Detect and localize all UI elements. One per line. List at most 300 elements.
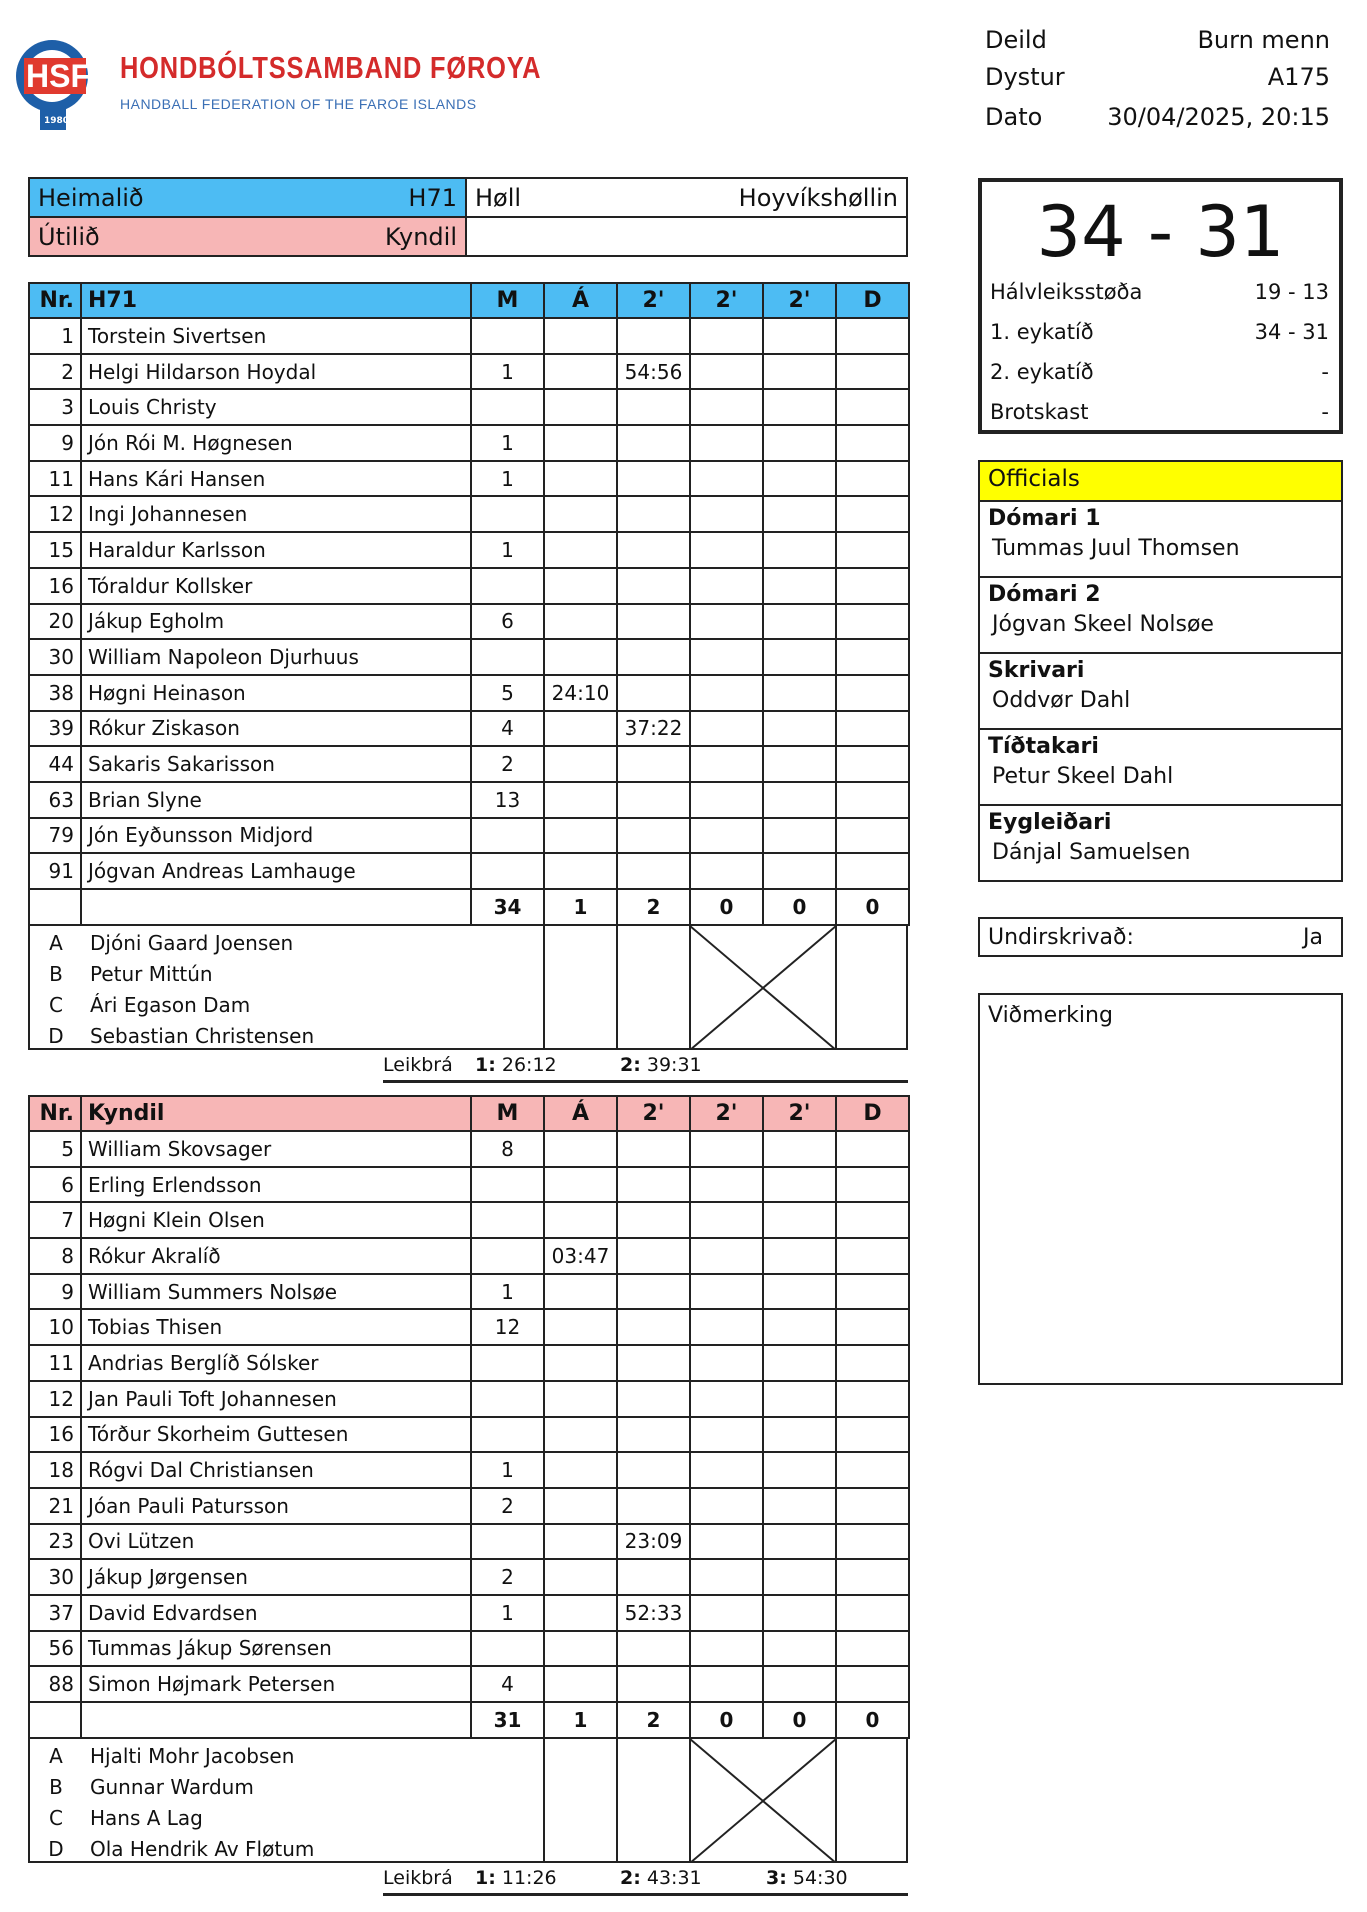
official-name: Tummas Juul Thomsen: [992, 536, 1240, 561]
player-name: Sakaris Sakarisson: [81, 746, 471, 782]
player-nr: 91: [29, 853, 81, 889]
dystur-value: A175: [1267, 63, 1330, 91]
table-row: [29, 1595, 909, 1631]
player-2min-1: [617, 1452, 690, 1488]
table-row: [29, 1666, 909, 1702]
player-disq: [836, 568, 909, 604]
timeout-number: 3:: [766, 1866, 787, 1889]
player-name: Helgi Hildarson Hoydal: [81, 354, 471, 390]
player-2min-1: [617, 818, 690, 854]
player-disq: [836, 354, 909, 390]
player-warning: [544, 425, 617, 461]
player-warning: [544, 639, 617, 675]
deild-value: Burn menn: [1197, 26, 1330, 54]
meta-dato: [985, 99, 1330, 135]
table-row: [29, 1381, 909, 1417]
player-goals: 6: [471, 604, 544, 640]
home-team-box: [28, 177, 467, 218]
player-2min-2: [690, 711, 763, 747]
player-goals: 4: [471, 1666, 544, 1702]
player-2min-1: [617, 1238, 690, 1274]
player-name: Tórður Skorheim Guttesen: [81, 1417, 471, 1453]
player-warning: [544, 782, 617, 818]
federation-logo: [10, 28, 542, 138]
player-2min-3: [763, 1238, 836, 1274]
player-2min-3: [763, 1309, 836, 1345]
player-goals: [471, 639, 544, 675]
score-row: [982, 392, 1339, 432]
player-disq: [836, 1666, 909, 1702]
player-2min-2: [690, 1524, 763, 1560]
player-2min-2: [690, 354, 763, 390]
player-warning: [544, 1595, 617, 1631]
table-row: [29, 782, 909, 818]
staff-key: A: [49, 1744, 63, 1769]
player-warning: [544, 1381, 617, 1417]
player-warning: [544, 818, 617, 854]
player-2min-2: [690, 1488, 763, 1524]
final-score: 34 - 31: [1036, 191, 1285, 273]
player-name: Tummas Jákup Sørensen: [81, 1631, 471, 1667]
player-2min-1: [617, 389, 690, 425]
table-row: [29, 675, 909, 711]
player-2min-2: [690, 1559, 763, 1595]
player-name: Rókur Ziskason: [81, 711, 471, 747]
player-2min-1: [617, 1309, 690, 1345]
total-cell: 2: [617, 1702, 690, 1738]
dystur-label: Dystur: [985, 63, 1065, 91]
away-team-box: [28, 216, 467, 257]
remark-label: Viðmerking: [988, 1003, 1113, 1028]
staff-row: [30, 1021, 314, 1052]
timeouts-line: [383, 1052, 908, 1083]
player-name: David Edvardsen: [81, 1595, 471, 1631]
table-row: [29, 639, 909, 675]
player-warning: [544, 604, 617, 640]
staff-name: Hjalti Mohr Jacobsen: [90, 1744, 295, 1769]
player-nr: 30: [29, 1559, 81, 1595]
col-2min-2: 2': [690, 283, 763, 318]
player-goals: [471, 1381, 544, 1417]
total-cell: 0: [763, 1702, 836, 1738]
dato-value: 30/04/2025, 20:15: [1107, 103, 1330, 131]
total-cell: 0: [836, 1702, 909, 1738]
player-name: Louis Christy: [81, 389, 471, 425]
player-goals: [471, 1167, 544, 1203]
player-disq: [836, 746, 909, 782]
player-name: Jákup Jørgensen: [81, 1559, 471, 1595]
player-2min-3: [763, 496, 836, 532]
staff-key: B: [49, 962, 63, 987]
player-goals: 2: [471, 746, 544, 782]
staff-name: Gunnar Wardum: [90, 1775, 254, 1800]
player-warning: [544, 532, 617, 568]
cross-box-icon: [690, 926, 836, 1050]
player-warning: [544, 354, 617, 390]
timeout-number: 1:: [475, 1866, 496, 1889]
player-nr: 10: [29, 1309, 81, 1345]
player-warning: [544, 1559, 617, 1595]
player-goals: [471, 568, 544, 604]
player-2min-1: [617, 1345, 690, 1381]
player-goals: 1: [471, 461, 544, 497]
table-row: [29, 1452, 909, 1488]
player-2min-2: [690, 782, 763, 818]
player-2min-2: [690, 568, 763, 604]
player-disq: [836, 1488, 909, 1524]
player-2min-3: [763, 1202, 836, 1238]
player-2min-3: [763, 1524, 836, 1560]
officials-header: Officials: [978, 460, 1343, 502]
player-goals: 8: [471, 1131, 544, 1167]
staff-name: Djóni Gaard Joensen: [90, 931, 294, 956]
timeout-time: 43:31: [646, 1866, 702, 1889]
player-2min-3: [763, 1452, 836, 1488]
player-2min-2: [690, 1131, 763, 1167]
player-2min-1: 54:56: [617, 354, 690, 390]
player-disq: [836, 1452, 909, 1488]
official-name: Petur Skeel Dahl: [992, 764, 1174, 789]
player-disq: [836, 1309, 909, 1345]
player-nr: 9: [29, 1274, 81, 1310]
table-row: [29, 1417, 909, 1453]
staff-key: A: [49, 931, 63, 956]
player-warning: [544, 1309, 617, 1345]
player-goals: 12: [471, 1309, 544, 1345]
player-2min-2: [690, 1595, 763, 1631]
table-header: [29, 1096, 909, 1131]
player-2min-3: [763, 1631, 836, 1667]
player-disq: [836, 1524, 909, 1560]
score-row-value: -: [1321, 360, 1329, 384]
player-goals: [471, 389, 544, 425]
player-2min-2: [690, 425, 763, 461]
player-name: William Summers Nolsøe: [81, 1274, 471, 1310]
table-row: [29, 1131, 909, 1167]
staff-key: C: [49, 1806, 63, 1831]
player-disq: [836, 675, 909, 711]
staff-row: [30, 1803, 203, 1834]
player-disq: [836, 1274, 909, 1310]
player-2min-1: [617, 1274, 690, 1310]
player-disq: [836, 1345, 909, 1381]
player-warning: [544, 568, 617, 604]
table-row: [29, 1309, 909, 1345]
player-warning: [544, 1417, 617, 1453]
staff-key: D: [48, 1024, 64, 1049]
player-name: Jan Pauli Toft Johannesen: [81, 1381, 471, 1417]
table-row: [29, 604, 909, 640]
total-cell: 1: [544, 889, 617, 925]
player-goals: 13: [471, 782, 544, 818]
player-2min-3: [763, 568, 836, 604]
player-2min-1: [617, 532, 690, 568]
staff-name: Ola Hendrik Av Fløtum: [90, 1837, 315, 1862]
col-2min-2: 2': [690, 1096, 763, 1131]
player-goals: [471, 1238, 544, 1274]
player-2min-3: [763, 782, 836, 818]
player-disq: [836, 818, 909, 854]
total-cell: 0: [690, 1702, 763, 1738]
player-disq: [836, 1631, 909, 1667]
staff-row: [30, 1772, 254, 1803]
player-goals: [471, 1417, 544, 1453]
player-warning: [544, 1274, 617, 1310]
player-name: Haraldur Karlsson: [81, 532, 471, 568]
timeouts-line: [383, 1865, 908, 1896]
player-2min-1: [617, 496, 690, 532]
player-2min-3: [763, 711, 836, 747]
home-label: Heimalið: [38, 183, 144, 212]
player-goals: 1: [471, 532, 544, 568]
player-disq: [836, 1167, 909, 1203]
player-goals: [471, 1631, 544, 1667]
table-row: [29, 425, 909, 461]
player-2min-2: [690, 532, 763, 568]
player-name: William Napoleon Djurhuus: [81, 639, 471, 675]
player-nr: 37: [29, 1595, 81, 1631]
player-warning: [544, 1666, 617, 1702]
player-name: Hans Kári Hansen: [81, 461, 471, 497]
player-2min-3: [763, 1559, 836, 1595]
col-nr: Nr.: [29, 283, 81, 318]
player-nr: 23: [29, 1524, 81, 1560]
player-2min-3: [763, 354, 836, 390]
player-goals: 1: [471, 1452, 544, 1488]
player-2min-3: [763, 1417, 836, 1453]
player-name: Tobias Thisen: [81, 1309, 471, 1345]
logo-year: 1980: [44, 116, 70, 126]
hall-box: [465, 177, 908, 218]
staff-name: Ári Egason Dam: [90, 993, 251, 1018]
score-row-value: -: [1321, 400, 1329, 424]
player-2min-1: [617, 1167, 690, 1203]
player-nr: 21: [29, 1488, 81, 1524]
official-role: Dómari 1: [988, 506, 1101, 531]
score-row-value: 19 - 13: [1254, 280, 1329, 304]
player-warning: [544, 746, 617, 782]
player-2min-2: [690, 604, 763, 640]
meta-deild: [985, 22, 1330, 58]
player-name: Høgni Klein Olsen: [81, 1202, 471, 1238]
table-row: [29, 1238, 909, 1274]
player-warning: [544, 496, 617, 532]
player-goals: 2: [471, 1488, 544, 1524]
player-2min-1: [617, 1381, 690, 1417]
player-2min-3: [763, 1345, 836, 1381]
player-disq: [836, 853, 909, 889]
staff-block: [28, 926, 908, 1050]
timeout-time: 26:12: [501, 1053, 557, 1076]
player-2min-1: [617, 853, 690, 889]
total-cell: 34: [471, 889, 544, 925]
player-disq: [836, 1202, 909, 1238]
player-nr: 15: [29, 532, 81, 568]
player-nr: 11: [29, 461, 81, 497]
player-name: Ingi Johannesen: [81, 496, 471, 532]
player-name: Rógvi Dal Christiansen: [81, 1452, 471, 1488]
player-disq: [836, 532, 909, 568]
total-cell: 0: [763, 889, 836, 925]
player-2min-3: [763, 1167, 836, 1203]
score-row: [982, 352, 1339, 392]
player-goals: 4: [471, 711, 544, 747]
player-nr: 63: [29, 782, 81, 818]
staff-name: Petur Mittún: [90, 962, 213, 987]
total-cell: 31: [471, 1702, 544, 1738]
player-2min-3: [763, 1488, 836, 1524]
col-nr: Nr.: [29, 1096, 81, 1131]
staff-row: [30, 959, 213, 990]
col-d: D: [836, 283, 909, 318]
home-table: [28, 282, 910, 926]
player-2min-1: [617, 675, 690, 711]
player-2min-2: [690, 675, 763, 711]
player-name: Høgni Heinason: [81, 675, 471, 711]
timeout-number: 1:: [475, 1053, 496, 1076]
player-nr: 2: [29, 354, 81, 390]
col-m: M: [471, 283, 544, 318]
player-goals: [471, 318, 544, 354]
player-nr: 44: [29, 746, 81, 782]
player-2min-3: [763, 1381, 836, 1417]
table-row: [29, 532, 909, 568]
player-2min-1: [617, 639, 690, 675]
player-goals: 1: [471, 354, 544, 390]
player-2min-1: [617, 1666, 690, 1702]
player-2min-2: [690, 746, 763, 782]
player-warning: [544, 1202, 617, 1238]
official-role: Skrivari: [988, 658, 1085, 683]
timeout-time: 11:26: [501, 1866, 557, 1889]
cross-box-icon: [690, 1739, 836, 1863]
table-row: [29, 389, 909, 425]
timeout-number: 2:: [620, 1053, 641, 1076]
player-disq: [836, 318, 909, 354]
player-2min-3: [763, 1274, 836, 1310]
player-2min-1: [617, 604, 690, 640]
player-disq: [836, 1238, 909, 1274]
player-name: Erling Erlendsson: [81, 1167, 471, 1203]
player-goals: 1: [471, 1595, 544, 1631]
player-warning: [544, 1131, 617, 1167]
totals-row: [29, 1702, 909, 1738]
deild-label: Deild: [985, 26, 1047, 54]
timeout-time: 39:31: [646, 1053, 702, 1076]
totals-row: [29, 889, 909, 925]
timeout-entry: [620, 1054, 702, 1076]
player-2min-2: [690, 1238, 763, 1274]
player-2min-1: 23:09: [617, 1524, 690, 1560]
player-2min-3: [763, 425, 836, 461]
player-name: Simon Højmark Petersen: [81, 1666, 471, 1702]
player-2min-2: [690, 1417, 763, 1453]
player-2min-2: [690, 461, 763, 497]
timeout-time: 54:30: [792, 1866, 848, 1889]
player-2min-1: [617, 1488, 690, 1524]
timeout-entry: [475, 1054, 557, 1076]
player-warning: [544, 1631, 617, 1667]
table-row: [29, 1274, 909, 1310]
player-2min-1: [617, 1559, 690, 1595]
table-row: [29, 1631, 909, 1667]
col-a: Á: [544, 283, 617, 318]
official-role: Tíðtakari: [988, 734, 1099, 759]
player-nr: 16: [29, 1417, 81, 1453]
player-nr: 11: [29, 1345, 81, 1381]
player-name: Torstein Sivertsen: [81, 318, 471, 354]
official-name: Jógvan Skeel Nolsøe: [992, 612, 1214, 637]
player-nr: 30: [29, 639, 81, 675]
timeout-entry: [475, 1867, 557, 1889]
official-entry: [978, 576, 1343, 654]
player-goals: [471, 1202, 544, 1238]
player-nr: 12: [29, 496, 81, 532]
player-nr: 39: [29, 711, 81, 747]
timeouts-label: Leikbrá: [383, 1053, 453, 1076]
player-2min-2: [690, 1309, 763, 1345]
table-row: [29, 1167, 909, 1203]
table-row: [29, 318, 909, 354]
player-2min-2: [690, 1345, 763, 1381]
official-entry: [978, 652, 1343, 730]
meta-dystur: [985, 59, 1330, 95]
hall-extra-box: [465, 216, 908, 257]
table-row: [29, 461, 909, 497]
player-name: William Skovsager: [81, 1131, 471, 1167]
player-2min-3: [763, 746, 836, 782]
player-2min-3: [763, 1666, 836, 1702]
player-name: Brian Slyne: [81, 782, 471, 818]
timeouts-label: Leikbrá: [383, 1866, 453, 1889]
player-2min-3: [763, 1595, 836, 1631]
player-2min-1: [617, 782, 690, 818]
score-row-label: 1. eykatíð: [990, 320, 1094, 344]
player-warning: [544, 1488, 617, 1524]
player-2min-1: [617, 746, 690, 782]
player-2min-2: [690, 639, 763, 675]
staff-name: Sebastian Christensen: [90, 1024, 315, 1049]
player-2min-3: [763, 639, 836, 675]
player-nr: 5: [29, 1131, 81, 1167]
dato-label: Dato: [985, 103, 1043, 131]
home-value: H71: [408, 183, 457, 212]
player-disq: [836, 1559, 909, 1595]
player-goals: 1: [471, 1274, 544, 1310]
col-m: M: [471, 1096, 544, 1131]
player-warning: [544, 318, 617, 354]
table-row: [29, 746, 909, 782]
remark-box: [978, 993, 1343, 1385]
signed-label: Undirskrivað:: [988, 924, 1134, 950]
logo-abbr: HSF: [26, 58, 90, 94]
player-2min-1: [617, 568, 690, 604]
staff-key: B: [49, 1775, 63, 1800]
score-row-label: Brotskast: [990, 400, 1089, 424]
player-2min-3: [763, 318, 836, 354]
player-name: Jón Eyðunsson Midjord: [81, 818, 471, 854]
player-2min-2: [690, 1202, 763, 1238]
player-name: Jóan Pauli Patursson: [81, 1488, 471, 1524]
player-disq: [836, 496, 909, 532]
player-nr: 18: [29, 1452, 81, 1488]
player-goals: [471, 818, 544, 854]
player-name: Jákup Egholm: [81, 604, 471, 640]
federation-name: HONDBÓLTSSAMBAND FØROYA: [120, 50, 542, 85]
player-nr: 12: [29, 1381, 81, 1417]
player-2min-1: [617, 1202, 690, 1238]
player-goals: 5: [471, 675, 544, 711]
